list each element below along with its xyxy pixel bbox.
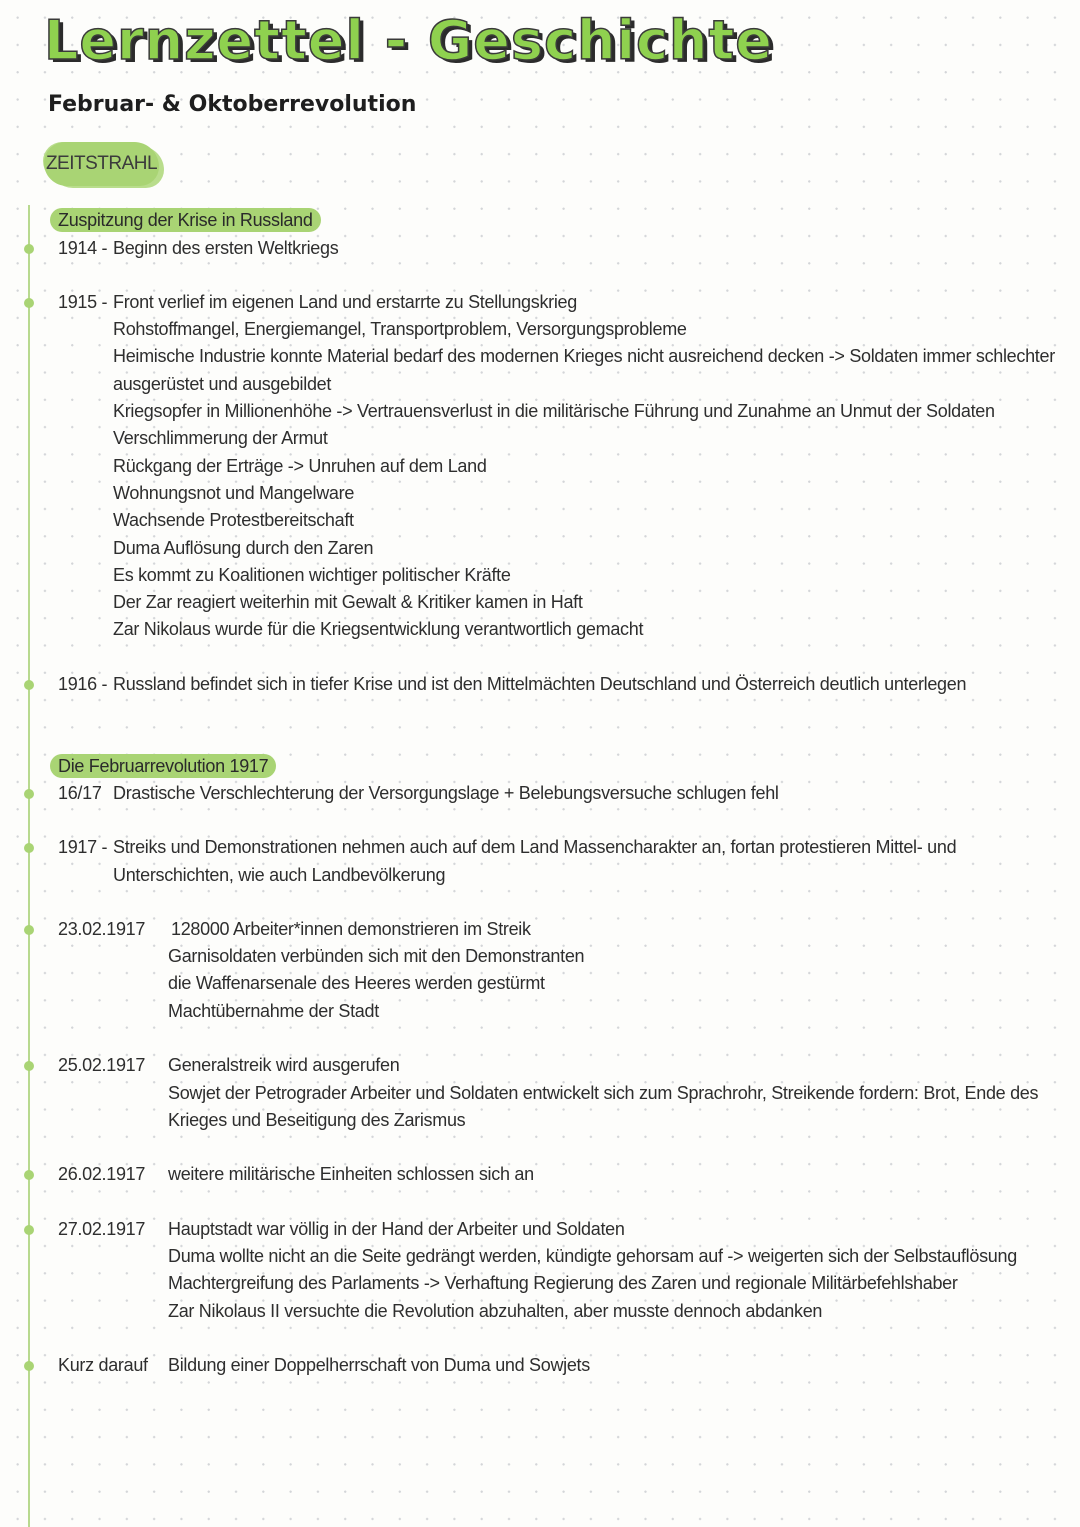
entry-text: Drastische Verschlechterung der Versorgungslage + Belebungsversuche schlugen fehl (113, 783, 779, 803)
entry-date: 16/17 (58, 783, 102, 803)
entry-text: Garnisoldaten verbünden sich mit den Demonstranten (168, 946, 585, 966)
entry-text: Duma Auflösung durch den Zaren (113, 538, 374, 558)
entry-text: weitere militärische Einheiten schlossen sich an (168, 1164, 534, 1184)
entry-date: 25.02.1917 (58, 1055, 146, 1075)
timeline-dot (24, 843, 34, 853)
entry-text: die Waffenarsenale des Heeres werden gestürmt (168, 973, 545, 993)
entry-text: Es kommt zu Koalitionen wichtiger politischer Kräfte (113, 565, 511, 585)
entry-text: ausgerüstet und ausgebildet (113, 374, 332, 394)
entry-text: Russland befindet sich in tiefer Krise und ist den Mittelmächten Deutschland und Österreich deutlich unterlegen (113, 674, 967, 694)
section-heading-february-revolution: Die Februarrevolution 1917 (50, 754, 276, 778)
timeline-dot (24, 1361, 34, 1371)
timeline-dot (24, 1225, 34, 1235)
timeline-dot (24, 925, 34, 935)
entry-date: 1916 - (58, 674, 108, 694)
page-title: Lernzettel - Geschichte (44, 9, 773, 72)
timeline-badge: ZEITSTRAHL (44, 142, 159, 186)
entry-date: 27.02.1917 (58, 1219, 146, 1239)
timeline-dot (24, 680, 34, 690)
entry-text: Heimische Industrie konnte Material bedarf des modernen Krieges nicht ausreichend decken -> Soldaten immer schlechter (113, 346, 1055, 366)
entry-text: Verschlimmerung der Armut (113, 428, 328, 448)
entry-text: Rohstoffmangel, Energiemangel, Transportproblem, Versorgungsprobleme (113, 319, 687, 339)
entry-text: Beginn des ersten Weltkriegs (113, 238, 339, 258)
entry-text: Kriegsopfer in Millionenhöhe -> Vertrauensverlust in die militärische Führung und Zunahme an Unmut der Soldaten (113, 401, 995, 421)
entry-text: Zar Nikolaus II versuchte die Revolution abzuhalten, aber musste dennoch abdanken (168, 1301, 823, 1321)
entry-text: Zar Nikolaus wurde für die Kriegsentwicklung verantwortlich gemacht (113, 619, 644, 639)
entry-date: 26.02.1917 (58, 1164, 146, 1184)
entry-text: Krieges und Beseitigung des Zarismus (168, 1110, 466, 1130)
entry-text: Duma wollte nicht an die Seite gedrängt werden, kündigte gehorsam auf -> weigerten sich der Selbstauflösung (168, 1246, 1017, 1266)
entry-text: Der Zar reagiert weiterhin mit Gewalt & Kritiker kamen in Haft (113, 592, 583, 612)
entry-text: Machtübernahme der Stadt (168, 1001, 379, 1021)
entry-text: Front verlief im eigenen Land und erstarrte zu Stellungskrieg (113, 292, 577, 312)
entry-text: Rückgang der Erträge -> Unruhen auf dem Land (113, 456, 487, 476)
entry-text: Wachsende Protestbereitschaft (113, 510, 354, 530)
entry-date: 23.02.1917 (58, 919, 146, 939)
entry-date: Kurz darauf (58, 1355, 148, 1375)
entry-text: 128000 Arbeiter*innen demonstrieren im Streik (171, 919, 531, 939)
entry-text: Machtergreifung des Parlaments -> Verhaftung Regierung des Zaren und regionale Militärbefehlshaber (168, 1273, 958, 1293)
entry-text: Hauptstadt war völlig in der Hand der Arbeiter und Soldaten (168, 1219, 625, 1239)
page-subtitle: Februar- & Oktoberrevolution (48, 92, 417, 117)
entry-text: Unterschichten, wie auch Landbevölkerung (113, 865, 446, 885)
timeline-dot (24, 298, 34, 308)
timeline-dot (24, 1061, 34, 1071)
entry-date: 1915 - (58, 292, 108, 312)
entry-text: Generalstreik wird ausgerufen (168, 1055, 400, 1075)
entry-text: Streiks und Demonstrationen nehmen auch auf dem Land Massencharakter an, fortan protestieren Mittel- und (113, 837, 957, 857)
entry-text: Sowjet der Petrograder Arbeiter und Soldaten entwickelt sich zum Sprachrohr, Streikende fordern: Brot, Ende des (168, 1083, 1039, 1103)
entry-text: Bildung einer Doppelherrschaft von Duma und Sowjets (168, 1355, 590, 1375)
timeline-line (28, 205, 30, 1527)
entry-date: 1914 - (58, 238, 108, 258)
timeline-dot (24, 789, 34, 799)
timeline-dot (24, 1170, 34, 1180)
entry-date: 1917 - (58, 837, 108, 857)
entry-text: Wohnungsnot und Mangelware (113, 483, 355, 503)
timeline-dot (24, 244, 34, 254)
section-heading-crisis: Zuspitzung der Krise in Russland (50, 208, 321, 232)
